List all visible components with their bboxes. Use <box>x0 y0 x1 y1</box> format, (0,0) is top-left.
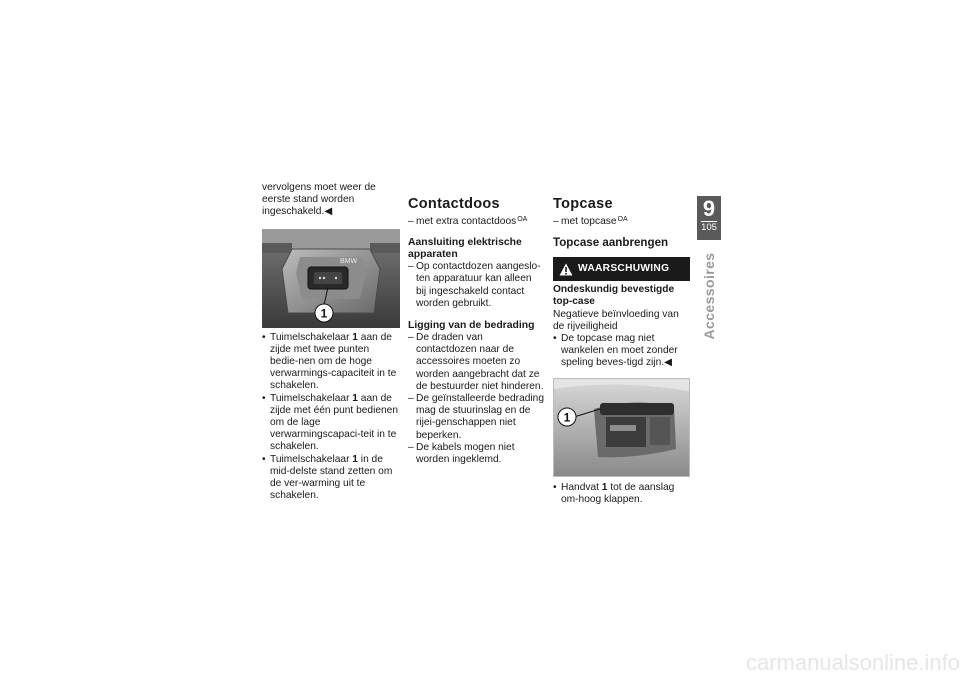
callout-number: 1 <box>563 410 571 425</box>
list-item: – Op contactdozen aangeslo-ten apparatuur kan alleen bij ingeschakeld contact worden gebruikt. <box>408 261 544 310</box>
topcase-handle-photo <box>553 378 690 477</box>
section-title-contactdoos: Contactdoos <box>408 196 500 212</box>
chapter-tab <box>697 196 721 240</box>
list-item: • Handvat 1 tot de aanslag om-hoog klappen. <box>553 482 690 506</box>
end-mark-icon: ◀ <box>324 206 333 218</box>
list-item: • Tuimelschakelaar 1 in de mid-delste stand zetten om de ver-warming uit te schakelen. <box>262 454 400 503</box>
switch-instructions <box>262 332 400 503</box>
chapter-side-label: Accessoires <box>701 252 717 340</box>
warning-icon <box>559 263 573 276</box>
chapter-number: 9 <box>702 196 716 221</box>
list-item: • De topcase mag niet wankelen en moet zonder speling beves-tigd zijn.◀ <box>553 333 690 370</box>
end-mark-icon: ◀ <box>664 357 672 369</box>
list-item: • Tuimelschakelaar 1 aan de zijde met één punt bedienen om de lage verwarmingscapaci-teit in te schakelen. <box>262 393 400 454</box>
column-2 <box>408 196 544 466</box>
intro-text: vervolgens moet weer de eerste stand worden ingeschakeld.◀ <box>262 182 376 218</box>
list-item: – De draden van contactdozen naar de accessoires moeten zo worden aangebracht dat ze de bestuurder niet hinderen. <box>408 332 544 393</box>
list-item: – De kabels mogen niet worden ingeklemd. <box>408 442 544 466</box>
option-line: – met extra contactdoos$^{OA}$ <box>408 216 544 228</box>
option-line: – met topcase$^{OA}$ <box>553 216 690 228</box>
watermark: carmanualsonline.info <box>745 650 960 675</box>
svg-text:BMW: BMW <box>340 257 358 265</box>
callout-number: 1 <box>320 306 328 321</box>
list-item: • Tuimelschakelaar 1 aan de zijde met twee punten bedie-nen om de hoge verwarmings-capaciteit in te schakelen. <box>262 332 400 393</box>
subsection-title: Topcase aanbrengen <box>553 236 669 250</box>
warning-text: Negatieve beïnvloeding van de rijveiligheid <box>553 308 679 332</box>
subsection-title: Aansluiting elektrische apparaten <box>408 237 522 261</box>
column-1 <box>262 182 400 502</box>
warning-banner: WAARSCHUWING <box>553 257 690 281</box>
list-item: – De geïnstalleerde bedrading mag de stuurinslag en de rijei-genschappen niet beperken. <box>408 393 544 442</box>
subsection-title: Ligging van de bedrading <box>408 320 535 332</box>
column-3 <box>553 196 690 506</box>
section-title-topcase: Topcase <box>553 196 613 212</box>
warning-heading: Ondeskundig bevestigde top-case <box>553 284 675 308</box>
heated-grip-switch-photo <box>262 229 400 328</box>
page-number: 105 <box>701 222 717 233</box>
